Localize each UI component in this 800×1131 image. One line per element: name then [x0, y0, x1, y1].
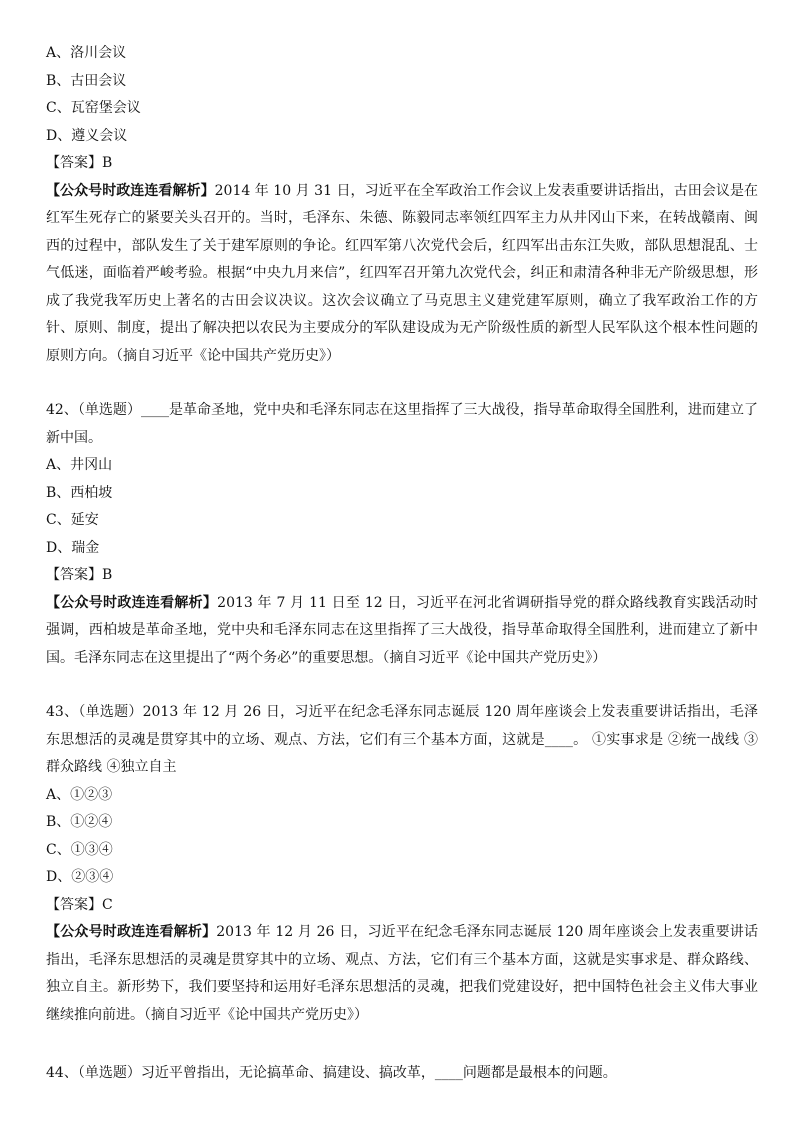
q42-analysis — [46, 590, 758, 673]
q42-answer: 【答案】B — [46, 567, 113, 583]
q43-option-c: C、①③④ — [46, 841, 113, 858]
q42-option-b: B、西柏坡 — [46, 484, 113, 501]
q42-analysis-text: 2013 年 7 月 11 日至 12 日，习近平在河北省调研指导党的群众路线教育实践活动时强调，西柏坡是革命圣地，党中央和毛泽东同志在这里指挥了三大战役，指导革命取得全国胜利，进而建立了新中国。毛泽东同志在这里提出了“两个务必”的重要思想。（摘自习近平《论中国共产党历史》） — [46, 594, 758, 666]
q41-option-a: A、洛川会议 — [46, 45, 127, 61]
q43-analysis-label: 【公众号时政连连看解析】 — [46, 924, 217, 940]
q42-option-d: D、瑞金 — [46, 539, 100, 556]
q43-answer: 【答案】C — [46, 896, 113, 913]
q42-analysis-label: 【公众号时政连连看解析】 — [46, 594, 218, 611]
q42-stem: 42、（单选题）____是革命圣地，党中央和毛泽东同志在这里指挥了三大战役，指导革命取得全国胜利，进而建立了新中国。 — [46, 402, 758, 446]
q41-options — [46, 40, 758, 150]
document-page — [46, 40, 758, 1029]
q43-option-b: B、①②④ — [46, 814, 113, 830]
q41-option-c: C、瓦窑堡会议 — [46, 100, 141, 116]
q43-analysis-text: 2013 年 12 月 26 日，习近平在纪念毛泽东同志诞辰 120 周年座谈会上发表重要讲话指出，毛泽东思想活的灵魂是贯穿其中的立场、观点、方法，它们有三个基本方面，这就是实事求是、群众路线、独立自主。新形势下，我们要坚持和运用好毛泽东思想活的灵魂，把我们党建设好，把中国特色社会主义伟大事业继续推向前进。（摘自习近平《论中国共产党历史》） — [46, 924, 758, 1023]
q44-stem: 44、（单选题）习近平曾指出，无论搞革命、搞建设、搞改革，____问题都是最根本的问题。 — [46, 1065, 617, 1081]
q43-options — [46, 782, 758, 892]
q43-analysis — [46, 919, 758, 1029]
q42-options — [46, 452, 758, 562]
q41-answer: 【答案】B — [46, 155, 113, 171]
q41-analysis-text: 2014 年 10 月 31 日，习近平在全军政治工作会议上发表重要讲话指出，古田会议是在红军生死存亡的紧要关头召开的。当时，毛泽东、朱德、陈毅同志率领红四军主力从井冈山下来，在转战赣南、闽西的过程中，部队发生了关于建军原则的争论。红四军第八次党代会后，红四军出击东江失败，部队思想混乱、士气低迷，面临着严峻考验。根据“中央九月来信”，红四军召开第九次党代会，纠正和肃清各种非无产阶级思想，形成了我党我军历史上著名的古田会议决议。这次会议确立了马克思主义建党建军原则，确立了我军政治工作的方针、原则、制度，提出了解决把以农民为主要成分的军队建设成为无产阶级性质的新型人民军队这个根本性问题的原则方向。（摘自习近平《论中国共产党历史》） — [46, 182, 758, 364]
q41-option-d: D、遵义会议 — [46, 127, 128, 144]
spacer — [46, 370, 758, 397]
q43-stem: 43、（单选题）2013 年 12 月 26 日，习近平在纪念毛泽东同志诞辰 120 周年座谈会上发表重要讲话指出，毛泽东思想活的灵魂是贯穿其中的立场、观点、方法，它们有三个基本方面，这就是____。 ①实事求是 ②统一战线 ③群众路线 ④独立自主 — [46, 704, 758, 775]
q41-analysis-label: 【公众号时政连连看解析】 — [46, 182, 215, 199]
q41-option-b: B、古田会议 — [46, 72, 127, 89]
q42-option-a: A、井冈山 — [46, 457, 113, 473]
q43-option-d: D、②③④ — [46, 869, 114, 885]
q42-option-c: C、延安 — [46, 512, 99, 528]
q41-analysis — [46, 178, 758, 371]
spacer — [46, 672, 758, 699]
q43-option-a: A、①②③ — [46, 786, 113, 803]
